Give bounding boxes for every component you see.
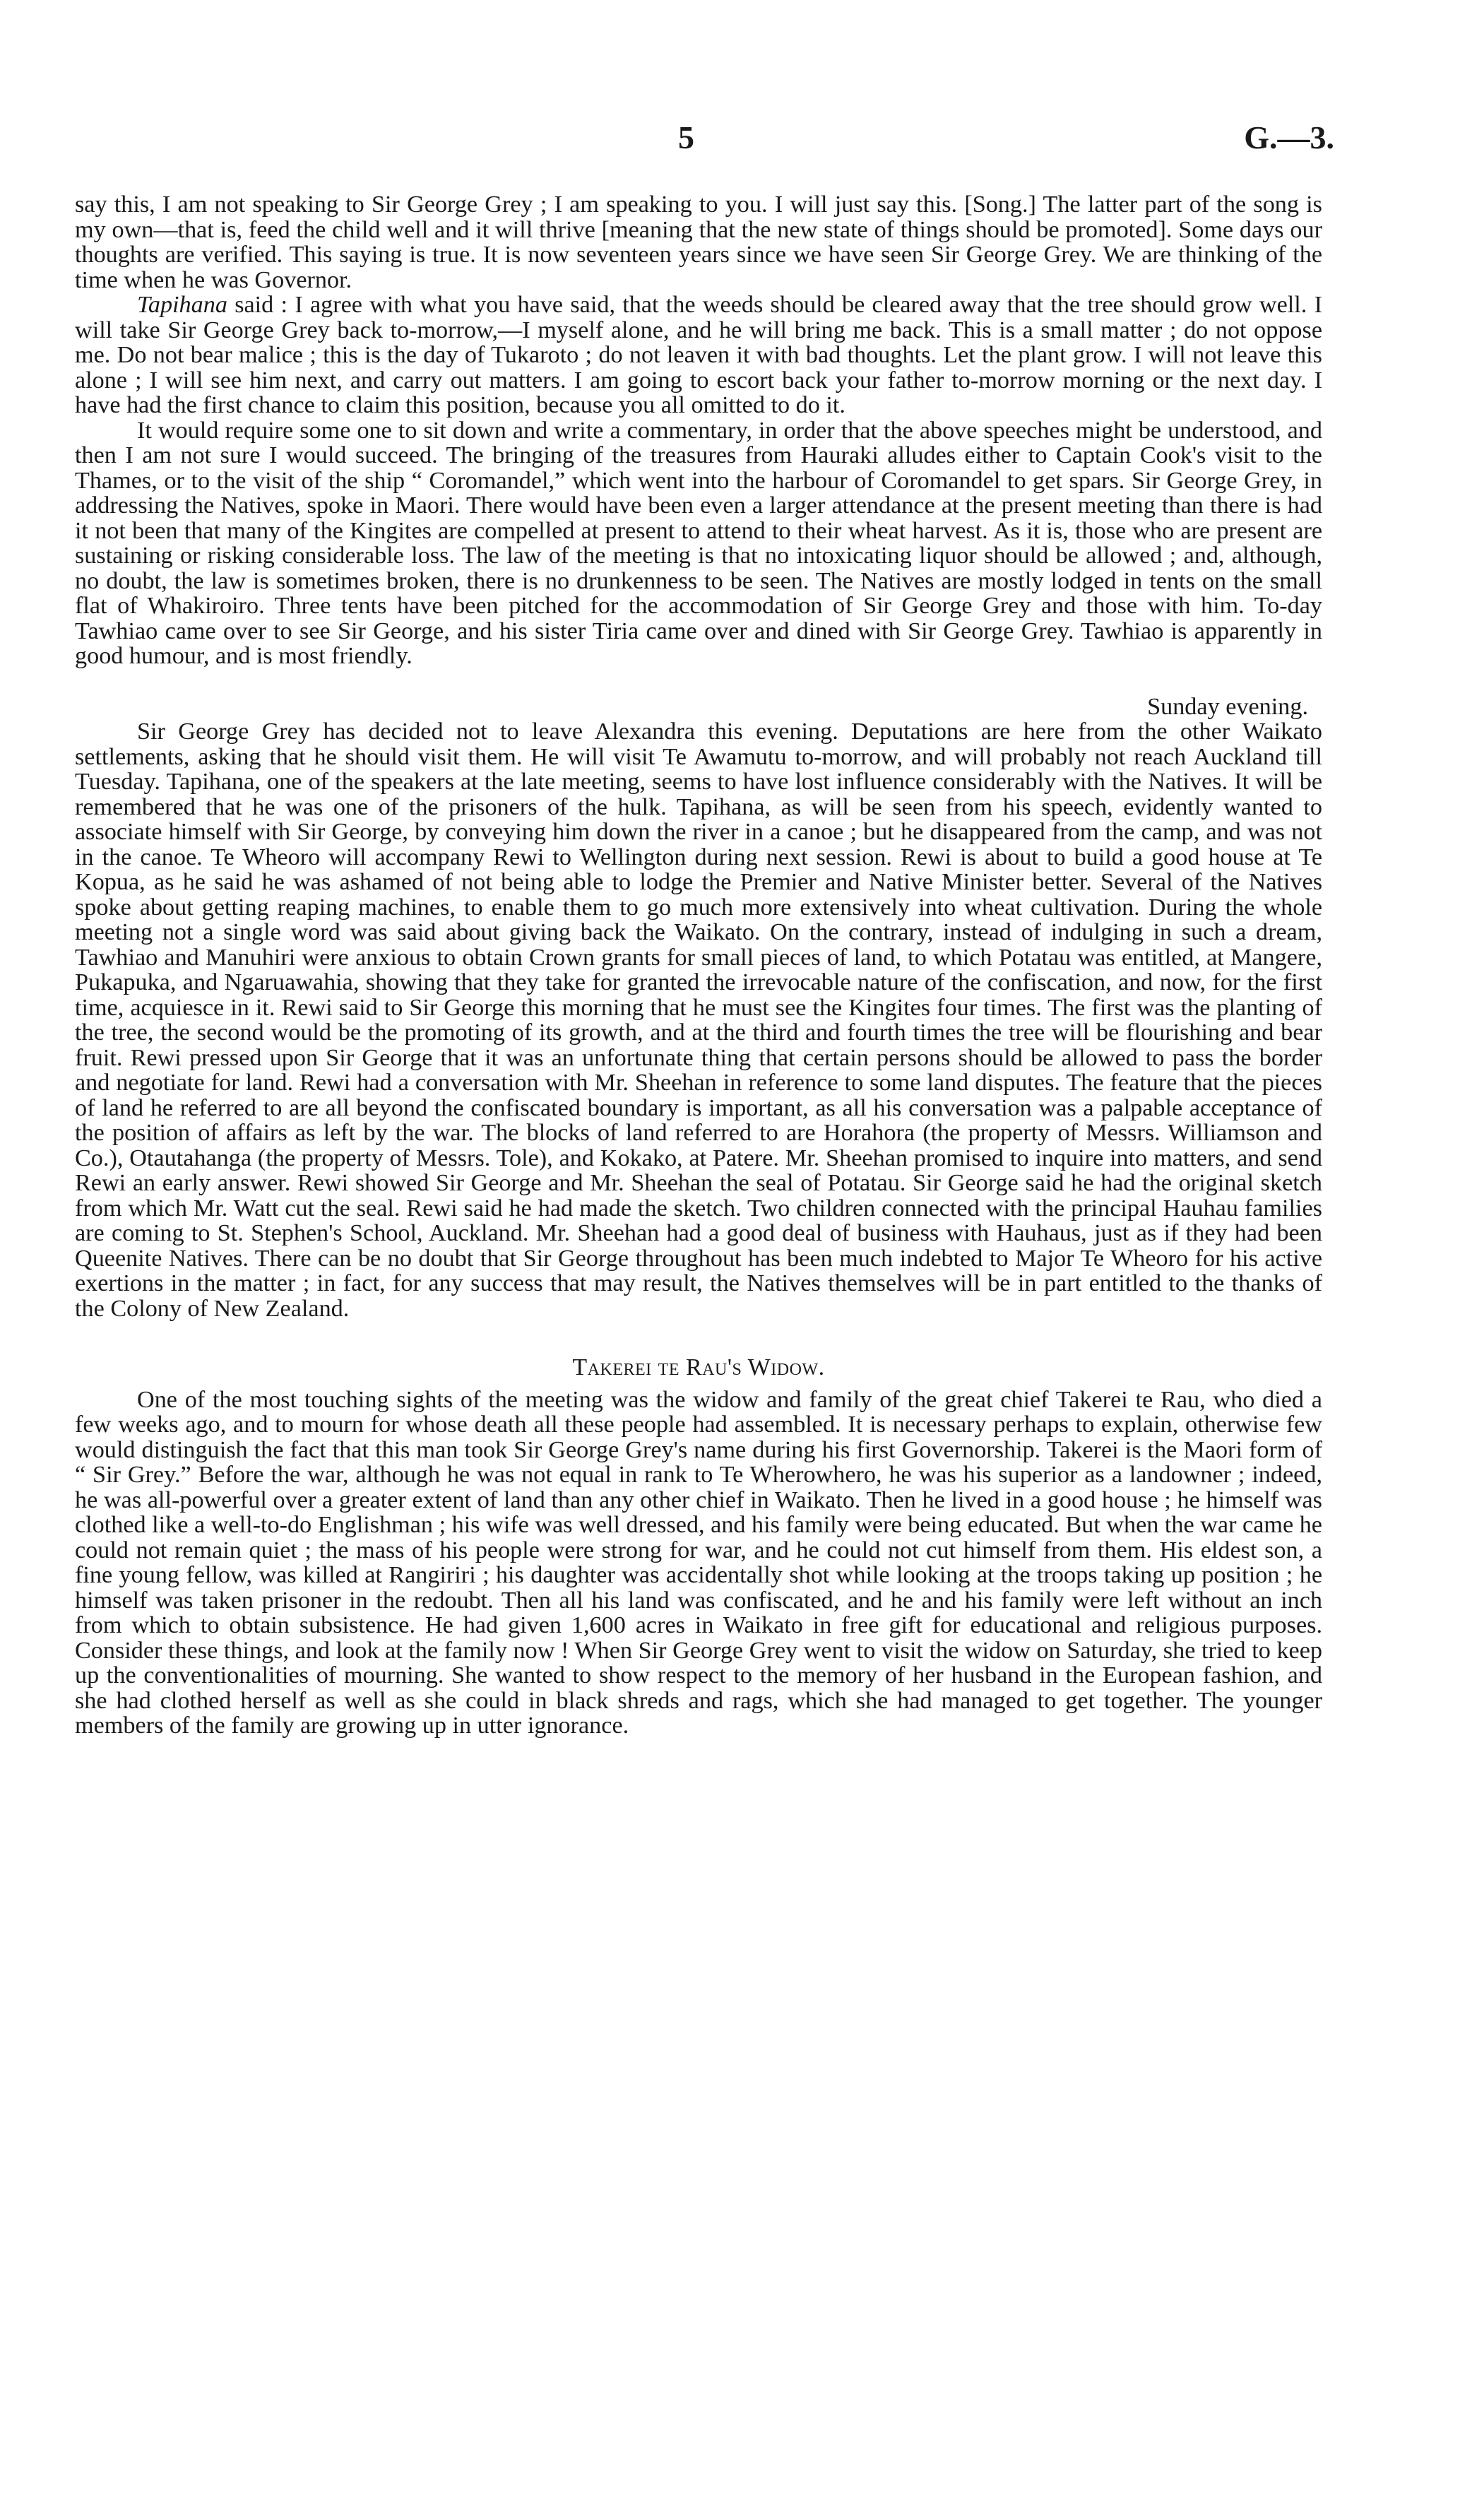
report-code: G.—3. <box>1244 119 1334 155</box>
paragraph-sunday-report: Sir George Grey has decided not to leave Alexandra this evening. Deputations are here from the other Waikato settlements, asking that he should visit them. He will visit Te Awamutu to-morrow, and will probably not reach Auckland till Tuesday. Tapihana, one of the speakers at the late meeting, seems to have lost influence considerably with the Natives. It will be remembered that he was one of the prisoners of the hulk. Tapihana, as will be seen from his speech, evidently wanted to associate himself with Sir George, by conveying him down the river in a canoe ; but he disappeared from the camp, and was not in the canoe. Te Wheoro will accompany Rewi to Wellington during next session. Rewi is about to build a good house at Te Kopua, as he said he was ashamed of not being able to lodge the Premier and Native Minister better. Several of the Natives spoke about getting reaping machines, to enable them to go much more extensively into wheat cultivation. During the whole meeting not a single word was said about giving back the Waikato. On the contrary, instead of indulging in such a dream, Tawhiao and Manuhiri were anxious to obtain Crown grants for small pieces of land, to which Potatau was entitled, at Mangere, Pukapuka, and Ngaruawahia, showing that they take for granted the irrevocable nature of the confiscation, and now, for the first time, acquiesce in it. Rewi said to Sir George this morning that he must see the Kingites four times. The first was the planting of the tree, the second would be the promoting of its growth, and at the third and fourth times the tree will be flourishing and bear fruit. Rewi pressed upon Sir George that it was an unfortunate thing that certain persons should be allowed to pass the border and negotiate for land. Rewi had a conversation with Mr. Sheehan in reference to some land disputes. The feature that the pieces of land he referred to are all beyond the confiscated boundary is important, as all his conversation was a palpable acceptance of the position of affairs as left by the war. The blocks of land referred to are Horahora (the property of Messrs. Williamson and Co.), Otautahanga (the property of Messrs. Tole), and Kokako, at Patere. Mr. Sheehan promised to inquire into matters, and send Rewi an early answer. Rewi showed Sir George and Mr. Sheehan the seal of Potatau. Sir George said he had the original sketch from which Mr. Watt cut the seal. Rewi said he had made the sketch. Two children connected with the principal Hauhau families are coming to St. Stephen's School, Auckland. Mr. Sheehan had a good deal of business with Hauhaus, just as if they had been Queenite Natives. There can be no doubt that Sir George throughout has been much indebted to Major Te Wheoro for his active exertions in the matter ; in fact, for any success that may result, the Natives themselves will be in part entitled to the thanks of the Colony of New Zealand. <box>75 718 1322 1322</box>
article-body <box>75 192 1322 1739</box>
section-heading: Takerei te Rau's Widow. <box>572 1354 825 1380</box>
page-number: 5 <box>678 119 694 155</box>
paragraph-commentary: It would require some one to sit down and write a commentary, in order that the above speeches might be understood, and then I am not sure I would succeed. The bringing of the treasures from Hauraki alludes either to Captain Cook's visit to the Thames, or to the visit of the ship “ Coromandel,” which went into the harbour of Coromandel to get spars. Sir George Grey, in addressing the Natives, spoke in Maori. There would have been even a larger attendance at the present meeting than there is had it not been that many of the Kingites are compelled at present to attend to their wheat harvest. As it is, those who are present are sustaining or risking considerable loss. The law of the meeting is that no intoxicating liquor should be allowed ; and, although, no doubt, the law is sometimes broken, there is no drunkenness to be seen. The Natives are mostly lodged in tents on the small flat of Whakiroiro. Three tents have been pitched for the accommodation of Sir George Grey and those with him. To-day Tawhiao came over to see Sir George, and his sister Tiria came over and dined with Sir George Grey. Tawhiao is apparently in good humour, and is most friendly. <box>75 417 1322 669</box>
paragraph-tapihana-speech <box>75 292 1322 418</box>
speech-text: said : I agree with what you have said, that the weeds should be cleared away that the tree should grow well. I will take Sir George Grey back to-morrow,—I myself alone, and he will bring me back. This is a small matter ; do not oppose me. Do not bear malice ; this is the day of Tukaroto ; do not leaven it with bad thoughts. Let the plant grow. I will not leave this alone ; I will see him next, and carry out matters. I am going to escort back your father to-morrow morning or the next day. I have had the first chance to claim this position, because you all omitted to do it. <box>75 292 1322 418</box>
speaker-name: Tapihana <box>137 292 227 318</box>
dateline: Sunday evening. <box>1147 693 1308 720</box>
page-header <box>0 119 1460 161</box>
paragraph-widow: One of the most touching sights of the meeting was the widow and family of the great chief Takerei te Rau, who died a few weeks ago, and to mourn for whose death all these people had assembled. It is necessary perhaps to explain, otherwise few would distinguish the fact that this man took Sir George Grey's name during his first Governorship. Takerei is the Maori form of “ Sir Grey.” Before the war, although he was not equal in rank to Te Wherowhero, he was his superior as a landowner ; indeed, he was all-powerful over a greater extent of land than any other chief in Waikato. Then he lived in a good house ; he himself was clothed like a well-to-do Englishman ; his wife was well dressed, and his family were being educated. But when the war came he could not remain quiet ; the mass of his people were strong for war, and he could not cut himself from them. His eldest son, a fine young fellow, was killed at Rangiriri ; his daughter was accidentally shot while looking at the troops taking up position ; he himself was taken prisoner in the redoubt. Then all his land was confiscated, and he and his family were left without an inch from which to obtain subsistence. He had given 1,600 acres in Waikato in free gift for educational and religious purposes. Consider these things, and look at the family now ! When Sir George Grey went to visit the widow on Saturday, she tried to keep up the conventionalities of mourning. She wanted to show respect to the memory of her husband in the European fashion, and she had clothed herself as well as she could in black shreds and rags, which she had managed to get together. The younger members of the family are growing up in utter ignorance. <box>75 1386 1322 1739</box>
paragraph-song-speech: say this, I am not speaking to Sir George Grey ; I am speaking to you. I will just say this. [Song.] The latter part of the song is my own—that is, feed the child well and it will thrive [meaning that the new state of things should be promoted]. Some days our thoughts are verified. This saying is true. It is now seventeen years since we have seen Sir George Grey. We are thinking of the time when he was Governor. <box>75 191 1322 293</box>
